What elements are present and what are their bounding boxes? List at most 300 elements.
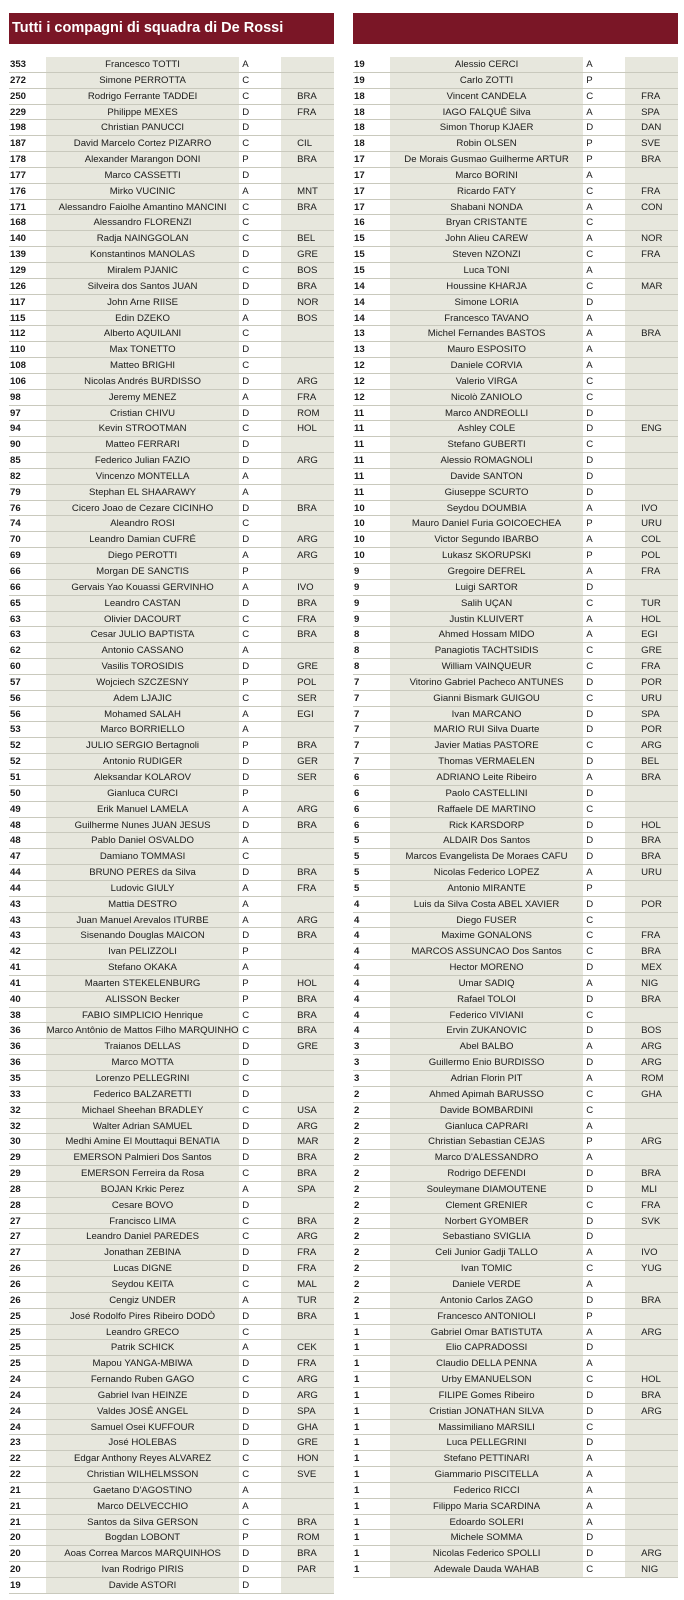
player-nationality: POR [625, 675, 678, 690]
player-name: Mirko VUCINIC [46, 184, 239, 199]
table-row [9, 1261, 334, 1277]
appearances-count: 27 [9, 1214, 46, 1229]
player-nationality [625, 1119, 678, 1134]
player-nationality: GER [281, 754, 334, 769]
appearances-count: 177 [9, 168, 46, 183]
player-role: A [239, 881, 281, 896]
player-role: A [239, 580, 281, 595]
player-name: Federico BALZARETTI [46, 1087, 239, 1102]
appearances-count: 66 [9, 564, 46, 579]
table-row [353, 295, 678, 311]
player-nationality [625, 374, 678, 389]
player-name: MARIO RUI Silva Duarte [390, 722, 583, 737]
appearances-count: 28 [9, 1198, 46, 1213]
player-nationality [625, 485, 678, 500]
player-nationality: CEK [281, 1340, 334, 1355]
appearances-count: 2 [353, 1293, 390, 1308]
player-name: Nicolò ZANIOLO [390, 390, 583, 405]
appearances-count: 4 [353, 1023, 390, 1038]
player-nationality [625, 453, 678, 468]
table-row [9, 453, 334, 469]
player-name: Marcos Evangelista De Moraes CAFU [390, 849, 583, 864]
appearances-count: 250 [9, 89, 46, 104]
player-role: C [239, 1325, 281, 1340]
player-role: A [583, 1071, 625, 1086]
appearances-count: 168 [9, 215, 46, 230]
appearances-count: 20 [9, 1530, 46, 1545]
player-nationality: ARG [281, 1388, 334, 1403]
table-row [353, 1277, 678, 1293]
player-nationality: GRE [625, 643, 678, 658]
table-row [9, 928, 334, 944]
table-row [353, 976, 678, 992]
player-role: P [239, 675, 281, 690]
table-row [9, 1198, 334, 1214]
player-name: Luigi SARTOR [390, 580, 583, 595]
appearances-count: 52 [9, 738, 46, 753]
player-name: Adem LJAJIC [46, 691, 239, 706]
player-nationality: BRA [625, 849, 678, 864]
table-row [353, 596, 678, 612]
player-name: Max TONETTO [46, 342, 239, 357]
player-name: Michael Sheehan BRADLEY [46, 1103, 239, 1118]
player-nationality: FRA [281, 1261, 334, 1276]
player-role: C [239, 1467, 281, 1482]
player-name: Simone PERROTTA [46, 73, 239, 88]
player-nationality [281, 897, 334, 912]
appearances-count: 13 [353, 342, 390, 357]
player-name: Ricardo FATY [390, 184, 583, 199]
table-row [9, 120, 334, 136]
appearances-count: 2 [353, 1198, 390, 1213]
player-name: Urby EMANUELSON [390, 1372, 583, 1387]
player-role: D [239, 1578, 281, 1593]
table-row [9, 1245, 334, 1261]
player-role: A [583, 57, 625, 72]
appearances-count: 79 [9, 485, 46, 500]
player-role: D [239, 1404, 281, 1419]
table-row [353, 738, 678, 754]
player-nationality: BRA [625, 1293, 678, 1308]
table-row [9, 1087, 334, 1103]
table-row [353, 390, 678, 406]
table-row [9, 675, 334, 691]
player-name: Francesco TOTTI [46, 57, 239, 72]
appearances-count: 7 [353, 754, 390, 769]
player-role: D [239, 1309, 281, 1324]
table-row [353, 200, 678, 216]
table-row [353, 57, 678, 73]
player-role: D [239, 532, 281, 547]
table-row [353, 406, 678, 422]
player-name: Claudio DELLA PENNA [390, 1356, 583, 1371]
player-name: Michel Fernandes BASTOS [390, 326, 583, 341]
player-name: JULIO SERGIO Bertagnoli [46, 738, 239, 753]
appearances-count: 7 [353, 691, 390, 706]
appearances-count: 17 [353, 200, 390, 215]
player-nationality: URU [625, 691, 678, 706]
appearances-count: 27 [9, 1245, 46, 1260]
appearances-count: 63 [9, 612, 46, 627]
appearances-count: 23 [9, 1435, 46, 1450]
player-name: Ahmed Hossam MIDO [390, 627, 583, 642]
appearances-count: 1 [353, 1530, 390, 1545]
player-nationality [281, 215, 334, 230]
player-nationality: ARG [281, 1119, 334, 1134]
player-name: Jeremy MENEZ [46, 390, 239, 405]
player-nationality [625, 881, 678, 896]
player-role: D [239, 406, 281, 421]
player-name: Luis da Silva Costa ABEL XAVIER [390, 897, 583, 912]
table-row [9, 960, 334, 976]
player-role: C [239, 263, 281, 278]
appearances-count: 28 [9, 1182, 46, 1197]
player-name: Mapou YANGA-MBIWA [46, 1356, 239, 1371]
player-nationality [625, 1420, 678, 1435]
player-role: D [239, 501, 281, 516]
appearances-count: 43 [9, 913, 46, 928]
player-role: C [583, 802, 625, 817]
player-nationality [625, 1229, 678, 1244]
player-name: Nicolas Andrés BURDISSO [46, 374, 239, 389]
player-role: A [239, 707, 281, 722]
table-row [9, 627, 334, 643]
table-row [353, 358, 678, 374]
appearances-count: 10 [353, 516, 390, 531]
player-name: Ervin ZUKANOVIC [390, 1023, 583, 1038]
player-role: D [239, 596, 281, 611]
table-row [353, 754, 678, 770]
player-role: A [583, 358, 625, 373]
player-nationality: HOL [625, 612, 678, 627]
table-row [353, 437, 678, 453]
appearances-count: 129 [9, 263, 46, 278]
appearances-count: 176 [9, 184, 46, 199]
player-name: Gianluca CURCI [46, 786, 239, 801]
player-role: A [239, 57, 281, 72]
table-row [353, 1515, 678, 1531]
player-role: A [583, 1039, 625, 1054]
player-role: C [239, 136, 281, 151]
player-name: Philippe MEXES [46, 105, 239, 120]
player-nationality: SER [281, 770, 334, 785]
appearances-count: 20 [9, 1546, 46, 1561]
appearances-count: 1 [353, 1451, 390, 1466]
appearances-count: 32 [9, 1103, 46, 1118]
player-role: C [583, 738, 625, 753]
player-name: Vasilis TOROSIDIS [46, 659, 239, 674]
appearances-count: 1 [353, 1546, 390, 1561]
player-nationality [281, 326, 334, 341]
table-row [9, 1356, 334, 1372]
player-role: C [583, 247, 625, 262]
player-name: Antonio RUDIGER [46, 754, 239, 769]
player-name: Umar SADIQ [390, 976, 583, 991]
player-name: Salih UÇAN [390, 596, 583, 611]
player-role: D [239, 295, 281, 310]
player-role: C [239, 231, 281, 246]
table-row [353, 469, 678, 485]
player-nationality: BRA [281, 1546, 334, 1561]
player-name: Robin OLSEN [390, 136, 583, 151]
player-nationality: FRA [281, 105, 334, 120]
player-name: Hector MORENO [390, 960, 583, 975]
appearances-count: 57 [9, 675, 46, 690]
table-row [353, 1055, 678, 1071]
table-row [9, 89, 334, 105]
player-nationality: BRA [625, 152, 678, 167]
player-role: A [239, 184, 281, 199]
player-role: C [239, 516, 281, 531]
player-name: Aleandro ROSI [46, 516, 239, 531]
player-name: Rodrigo DEFENDI [390, 1166, 583, 1181]
table-row [9, 279, 334, 295]
appearances-count: 49 [9, 802, 46, 817]
player-name: Mauro Daniel Furia GOICOECHEA [390, 516, 583, 531]
appearances-count: 42 [9, 944, 46, 959]
table-row [353, 627, 678, 643]
table-row [353, 374, 678, 390]
player-name: Matteo FERRARI [46, 437, 239, 452]
appearances-count: 1 [353, 1372, 390, 1387]
appearances-count: 12 [353, 374, 390, 389]
player-name: Marco Antônio de Mattos Filho MARQUINHO [46, 1025, 239, 1037]
table-row [353, 960, 678, 976]
table-row [353, 279, 678, 295]
player-name: Daniele VERDE [390, 1277, 583, 1292]
table-row [353, 548, 678, 564]
appearances-count: 7 [353, 738, 390, 753]
table-row [353, 897, 678, 913]
table-row [353, 770, 678, 786]
player-name: IAGO FALQUÉ Silva [390, 105, 583, 120]
player-role: D [583, 1166, 625, 1181]
player-name: Raffaele DE MARTINO [390, 802, 583, 817]
appearances-count: 22 [9, 1451, 46, 1466]
player-role: C [583, 279, 625, 294]
player-name: Francesco TAVANO [390, 311, 583, 326]
player-role: P [583, 73, 625, 88]
player-nationality: BOS [281, 263, 334, 278]
appearances-count: 19 [9, 1578, 46, 1593]
table-row [353, 1420, 678, 1436]
right-column [353, 13, 678, 1578]
player-role: C [583, 390, 625, 405]
player-nationality [281, 1198, 334, 1213]
player-nationality [281, 57, 334, 72]
player-role: D [583, 1340, 625, 1355]
player-nationality: GHA [281, 1420, 334, 1435]
player-nationality: TUR [281, 1293, 334, 1308]
right-header-bar [353, 13, 678, 44]
player-role: D [239, 1546, 281, 1561]
player-nationality: FRA [281, 1356, 334, 1371]
player-name: John Alieu CAREW [390, 231, 583, 246]
appearances-count: 1 [353, 1483, 390, 1498]
appearances-count: 56 [9, 691, 46, 706]
appearances-count: 4 [353, 1008, 390, 1023]
appearances-count: 40 [9, 992, 46, 1007]
player-name: Federico VIVIANI [390, 1008, 583, 1023]
appearances-count: 7 [353, 722, 390, 737]
player-role: C [239, 1372, 281, 1387]
table-row [9, 1483, 334, 1499]
player-role: C [239, 1008, 281, 1023]
player-name: Cicero Joao de Cezare CICINHO [46, 501, 239, 516]
player-nationality [281, 1483, 334, 1498]
appearances-count: 41 [9, 976, 46, 991]
table-row [9, 437, 334, 453]
player-role: D [583, 707, 625, 722]
player-role: D [583, 818, 625, 833]
player-role: C [239, 89, 281, 104]
player-role: D [239, 342, 281, 357]
table-row [9, 1134, 334, 1150]
table-row [353, 1023, 678, 1039]
player-role: D [583, 1055, 625, 1070]
player-nationality [625, 1356, 678, 1371]
player-role: A [239, 1483, 281, 1498]
player-nationality: BRA [281, 1150, 334, 1165]
table-row [9, 1293, 334, 1309]
player-role: P [239, 564, 281, 579]
table-row [9, 200, 334, 216]
table-row [353, 1388, 678, 1404]
player-role: C [583, 1420, 625, 1435]
player-name: EMERSON Palmieri Dos Santos [46, 1150, 239, 1165]
appearances-count: 272 [9, 73, 46, 88]
appearances-count: 2 [353, 1182, 390, 1197]
player-role: A [239, 802, 281, 817]
player-name: Guillermo Enio BURDISSO [390, 1055, 583, 1070]
player-name: Morgan DE SANCTIS [46, 564, 239, 579]
player-role: C [583, 437, 625, 452]
player-name: Christian WILHELMSSON [46, 1467, 239, 1482]
player-role: A [583, 612, 625, 627]
player-name: Edgar Anthony Reyes ALVAREZ [46, 1451, 239, 1466]
player-role: D [583, 675, 625, 690]
appearances-count: 90 [9, 437, 46, 452]
player-nationality [281, 516, 334, 531]
player-nationality: ARG [625, 738, 678, 753]
table-row [353, 786, 678, 802]
appearances-count: 70 [9, 532, 46, 547]
appearances-count: 17 [353, 152, 390, 167]
appearances-count: 1 [353, 1515, 390, 1530]
player-name: Vitorino Gabriel Pacheco ANTUNES [390, 675, 583, 690]
player-nationality [625, 215, 678, 230]
appearances-count: 10 [353, 548, 390, 563]
player-nationality: ARG [281, 913, 334, 928]
table-row [9, 152, 334, 168]
player-nationality [625, 469, 678, 484]
player-nationality: ARG [625, 1325, 678, 1340]
player-role: D [239, 1119, 281, 1134]
player-name: Diego FUSER [390, 913, 583, 928]
table-row [353, 1562, 678, 1578]
appearances-count: 108 [9, 358, 46, 373]
appearances-count: 2 [353, 1277, 390, 1292]
table-row [9, 374, 334, 390]
player-role: D [239, 1150, 281, 1165]
table-row [9, 865, 334, 881]
player-nationality: SPA [281, 1404, 334, 1419]
player-role: C [583, 1103, 625, 1118]
appearances-count: 25 [9, 1356, 46, 1371]
player-role: A [583, 1325, 625, 1340]
table-row [353, 326, 678, 342]
player-role: P [583, 881, 625, 896]
player-role: C [583, 1562, 625, 1577]
appearances-count: 1 [353, 1420, 390, 1435]
player-nationality: GRE [281, 1435, 334, 1450]
player-name: David Marcelo Cortez PIZARRO [46, 136, 239, 151]
appearances-count: 53 [9, 722, 46, 737]
player-name: Michele SOMMA [390, 1530, 583, 1545]
table-row [9, 1546, 334, 1562]
player-nationality [625, 342, 678, 357]
player-role: C [583, 215, 625, 230]
player-role: A [239, 1293, 281, 1308]
appearances-count: 25 [9, 1340, 46, 1355]
player-nationality: ARG [625, 1055, 678, 1070]
table-row [353, 231, 678, 247]
player-name: Konstantinos MANOLAS [46, 247, 239, 262]
appearances-count: 1 [353, 1404, 390, 1419]
player-nationality: BRA [625, 770, 678, 785]
table-row [9, 1277, 334, 1293]
table-row [353, 707, 678, 723]
appearances-count: 48 [9, 818, 46, 833]
player-name: Rodrigo Ferrante TADDEI [46, 89, 239, 104]
table-row [9, 516, 334, 532]
table-row [353, 311, 678, 327]
player-name: Juan Manuel Arevalos ITURBE [46, 913, 239, 928]
appearances-count: 15 [353, 247, 390, 262]
player-name: Edin DZEKO [46, 311, 239, 326]
table-row [9, 1119, 334, 1135]
table-row [353, 802, 678, 818]
player-name: Valdes JOSÉ ANGEL [46, 1404, 239, 1419]
player-nationality: ROM [625, 1071, 678, 1086]
player-name: Rick KARSDORP [390, 818, 583, 833]
table-row [353, 691, 678, 707]
player-name: Samuel Osei KUFFOUR [46, 1420, 239, 1435]
table-row [353, 944, 678, 960]
player-nationality [281, 944, 334, 959]
appearances-count: 4 [353, 976, 390, 991]
table-row [353, 1245, 678, 1261]
table-row [353, 532, 678, 548]
player-nationality: SER [281, 691, 334, 706]
player-nationality [281, 120, 334, 135]
player-name: Gianluca CAPRARI [390, 1119, 583, 1134]
table-row [353, 342, 678, 358]
player-role: A [583, 1483, 625, 1498]
appearances-count: 1 [353, 1340, 390, 1355]
player-nationality [625, 913, 678, 928]
appearances-count: 16 [353, 215, 390, 230]
player-name: Simon Thorup KJAER [390, 120, 583, 135]
table-row [9, 1166, 334, 1182]
player-name: Cesar JULIO BAPTISTA [46, 627, 239, 642]
player-name: Bryan CRISTANTE [390, 215, 583, 230]
player-name: Federico RICCI [390, 1483, 583, 1498]
player-role: A [583, 105, 625, 120]
table-row [9, 469, 334, 485]
player-role: D [583, 469, 625, 484]
player-role: C [583, 89, 625, 104]
